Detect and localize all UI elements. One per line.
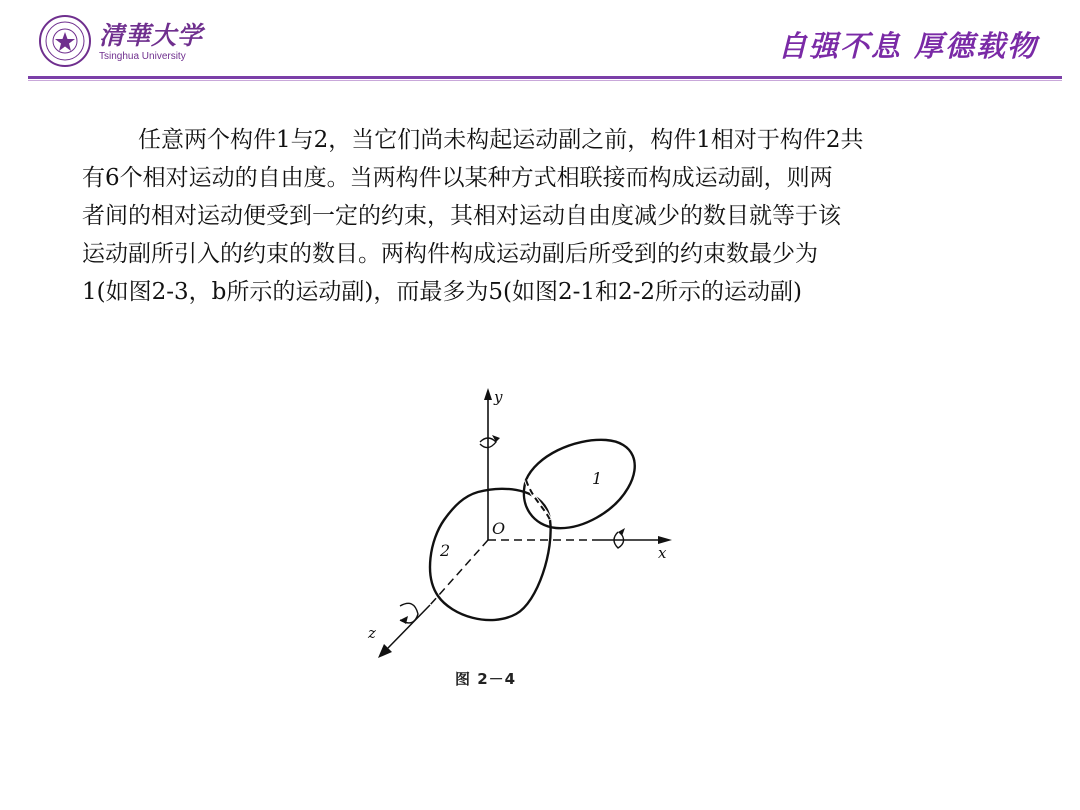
paragraph-line: 任意两个构件1与2，当它们尚未构起运动副之前，构件1相对于构件2共 xyxy=(138,127,864,153)
university-motto: 自强不息 厚德载物 xyxy=(777,29,1038,63)
figure-caption: 图 2－4 xyxy=(455,670,517,688)
kinematic-pair-figure xyxy=(360,380,690,700)
origin-label: O xyxy=(492,519,506,538)
body-1-outline xyxy=(524,440,635,528)
y-axis-label: y xyxy=(494,388,503,406)
x-axis-arrow xyxy=(658,536,672,544)
y-axis-arrow xyxy=(484,388,492,400)
z-axis-label: z xyxy=(368,624,376,642)
slide-header xyxy=(0,0,1080,92)
logo-english-name: Tsinghua University xyxy=(99,51,186,62)
body-1-label: 1 xyxy=(592,469,603,488)
body-paragraph xyxy=(82,121,982,311)
university-seal-icon xyxy=(38,14,92,68)
paragraph-line: 者间的相对运动便受到一定的约束，其相对运动自由度减少的数目就等于该 xyxy=(82,203,841,229)
body-2-label: 2 xyxy=(440,541,451,560)
paragraph-line: 运动副所引入的约束的数目。两构件构成运动副后所受到的约束数最少为 xyxy=(82,241,818,267)
x-axis-label: x xyxy=(658,544,667,562)
paragraph-line: 1(如图2-3，b所示的运动副)，而最多为5(如图2-1和2-2所示的运动副) xyxy=(82,279,802,305)
header-divider xyxy=(28,76,1062,79)
paragraph-line: 有6个相对运动的自由度。当两构件以某种方式相联接而构成运动副，则两 xyxy=(82,165,833,191)
logo-chinese-name: 清華大学 xyxy=(99,21,204,50)
header-divider-shadow xyxy=(28,80,1062,81)
